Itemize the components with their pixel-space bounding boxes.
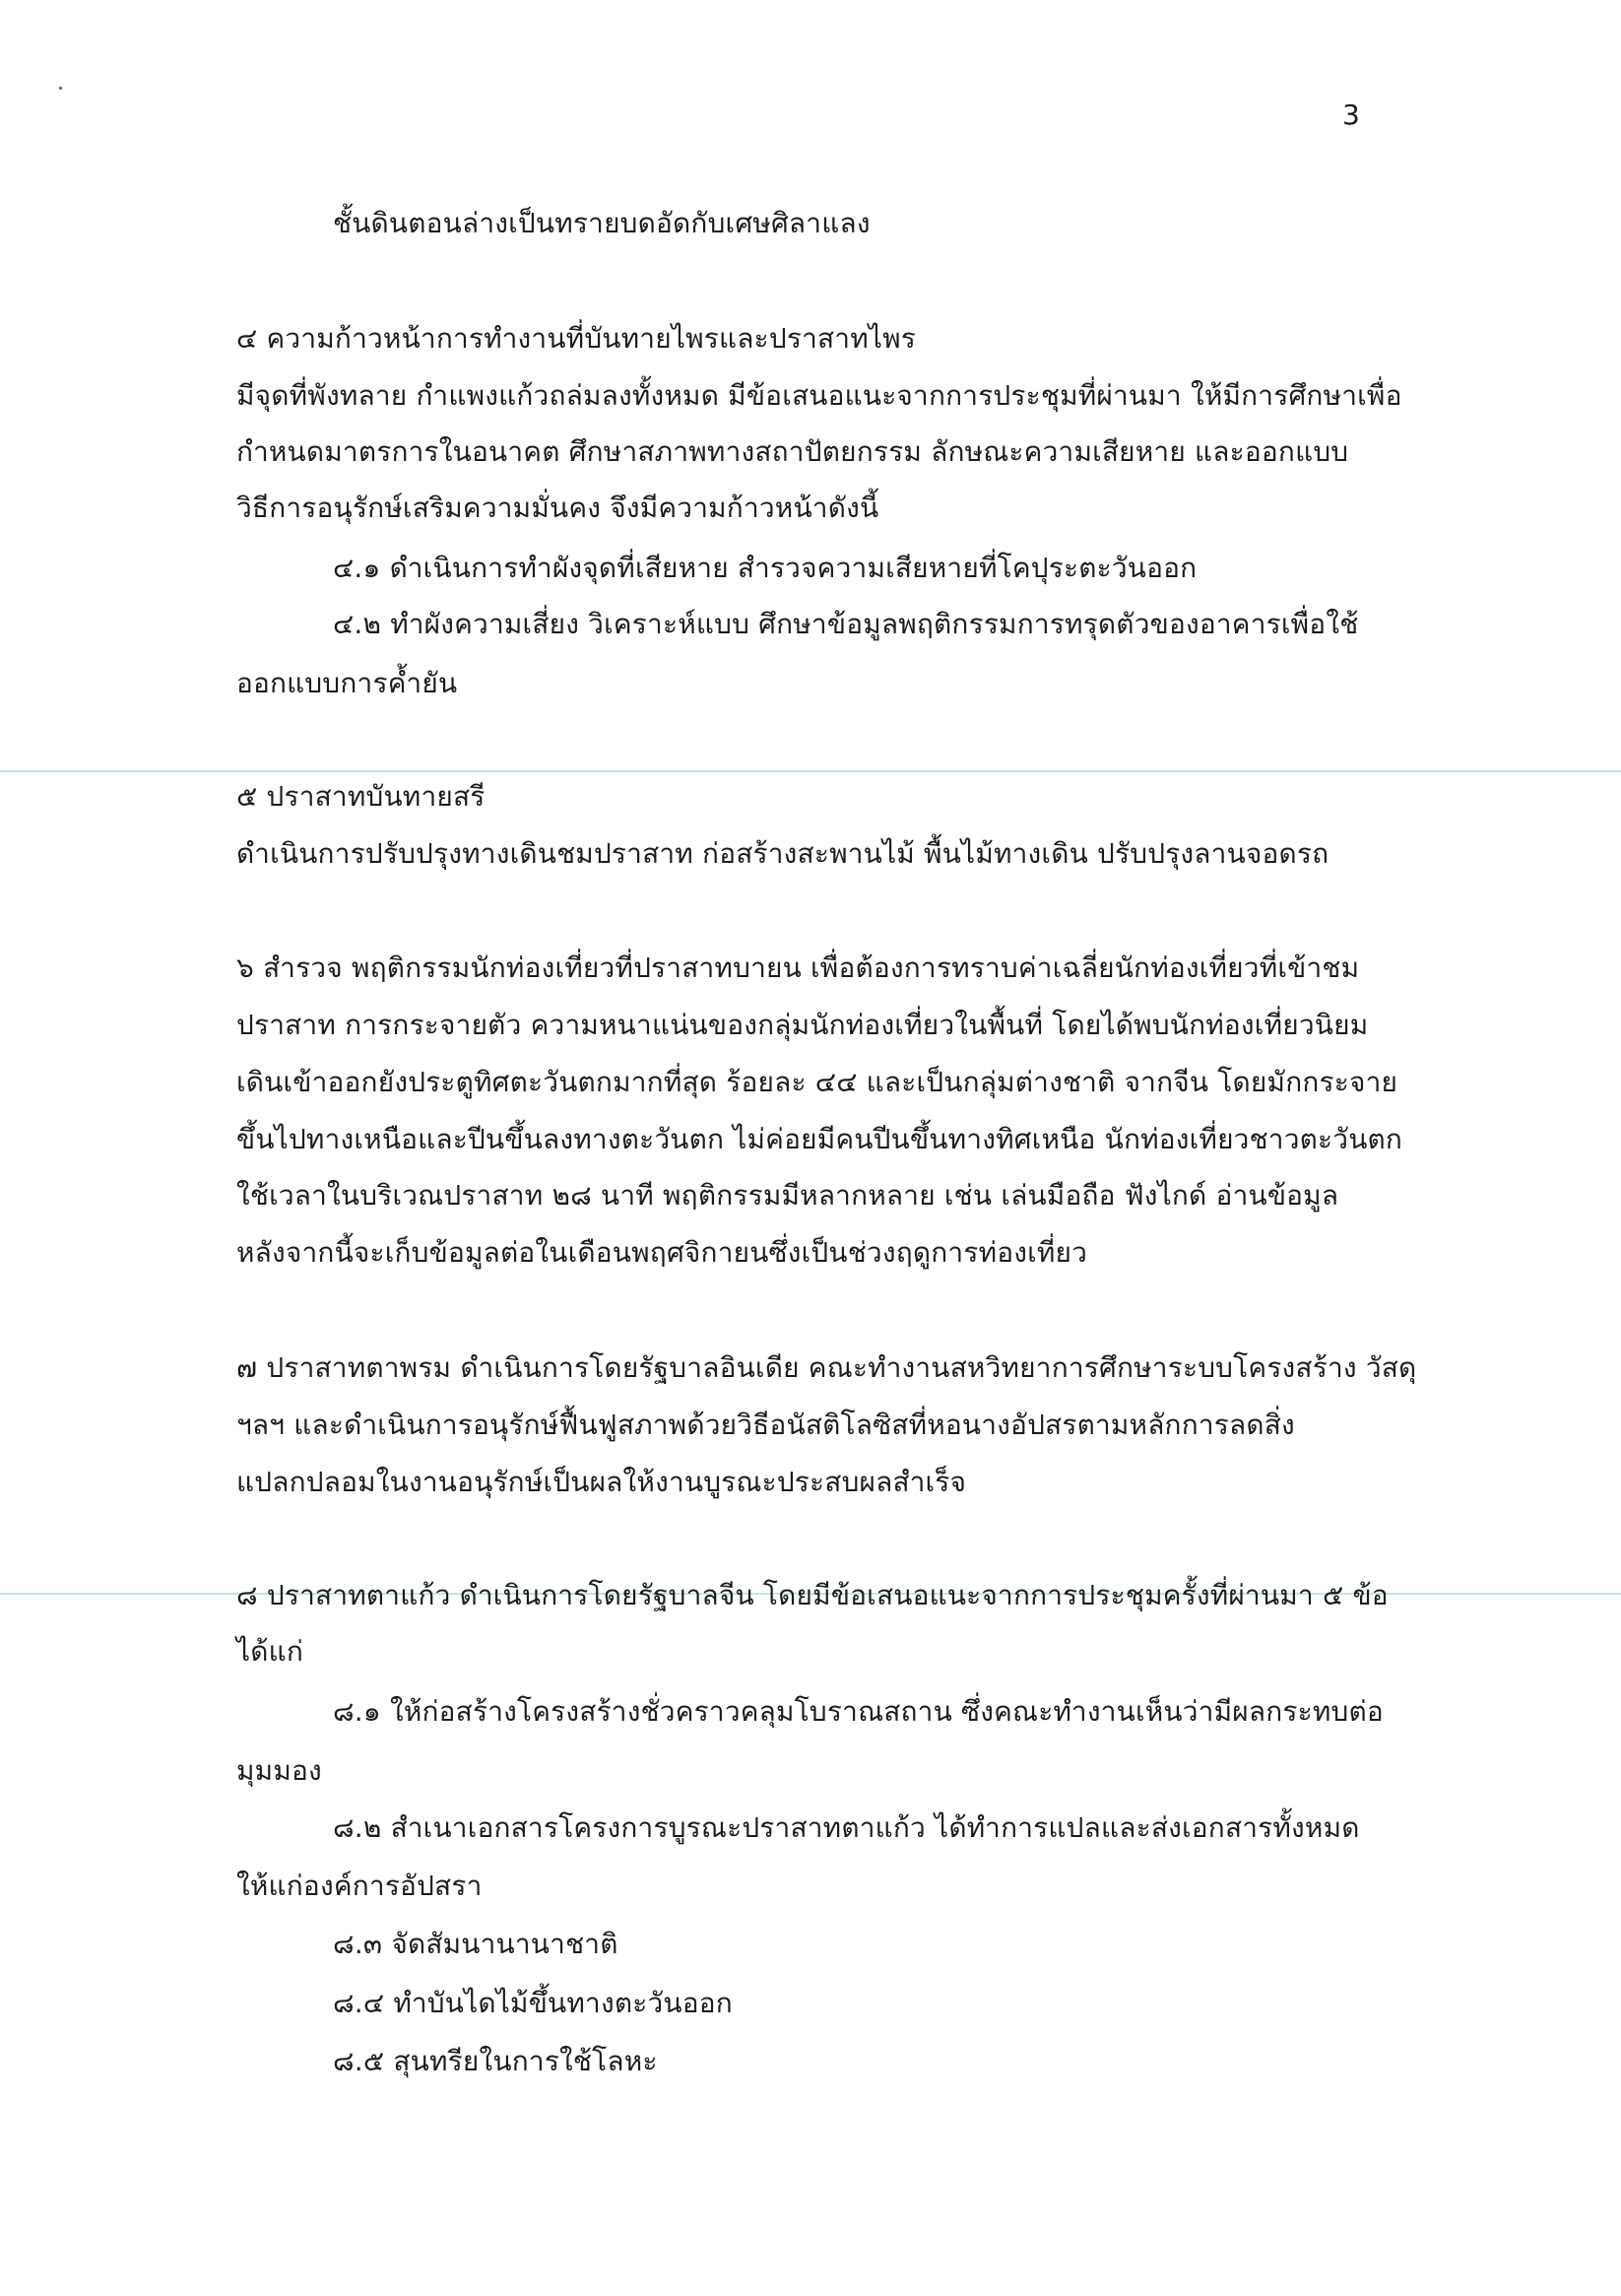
list-item: ๔.๒ ทำผังความเสี่ยง วิเคราะห์แบบ ศึกษาข้อมูลพฤติกรรมการทรุดตัวของอาคารเพื่อใช้ [333,608,1359,640]
scan-speck [59,87,62,90]
scan-line [0,770,1621,772]
list-item: ๔.๑ ดำเนินการทำผังจุดที่เสียหาย สำรวจความเสียหายที่โคปุระตะวันออก [333,552,1198,584]
text-line: ขึ้นไปทางเหนือและปีนขึ้นลงทางตะวันตก ไม่ค่อยมีคนปีนขึ้นทางทิศเหนือ นักท่องเที่ยวชาวตะวันตก [236,1123,1403,1155]
list-item: ๘.๑ ให้ก่อสร้างโครงสร้างชั่วคราวคลุมโบราณสถาน ซึ่งคณะทำงานเห็นว่ามีผลกระทบต่อ [333,1695,1384,1728]
section-heading: ๕ ปราสาทบันทายสรี [236,780,486,813]
text-line: ฯลฯ และดำเนินการอนุรักษ์ฟื้นฟูสภาพด้วยวิธีอนัสติโลซิสที่หอนางอัปสรตามหลักการลดสิ่ง [236,1409,1295,1441]
section-heading: ๖ สำรวจ พฤติกรรมนักท่องเที่ยวที่ปราสาทบายน เพื่อต้องการทราบค่าเฉลี่ยนักท่องเที่ยวที่เข้าชม [236,951,1360,984]
page-number: 3 [1342,98,1360,131]
text-line: ให้แก่องค์การอัปสรา [236,1870,483,1902]
text-line: วิธีการอนุรักษ์เสริมความมั่นคง จึงมีความก้าวหน้าดังนี้ [236,492,879,524]
text-line: เดินเข้าออกยังประตูทิศตะวันตกมากที่สุด ร้อยละ ๔๔ และเป็นกลุ่มต่างชาติ จากจีน โดยมักกระจาย [236,1066,1398,1098]
text-line: แปลกปลอมในงานอนุรักษ์เป็นผลให้งานบูรณะประสบผลสำเร็จ [236,1466,967,1498]
text-line: ชั้นดินตอนล่างเป็นทรายบดอัดกับเศษศิลาแลง [333,207,871,239]
text-line: มีจุดที่พังทลาย กำแพงแก้วถล่มลงทั้งหมด มีข้อเสนอแนะจากการประชุมที่ผ่านมา ให้มีการศึกษาเพื่อ [236,379,1402,412]
text-line: มุมมอง [236,1754,322,1787]
list-item: ๘.๓ จัดสัมนานานาชาติ [333,1928,618,1960]
section-heading: ๘ ปราสาทตาแก้ว ดำเนินการโดยรัฐบาลจีน โดยมีข้อเสนอแนะจากการประชุมครั้งที่ผ่านมา ๕ ข้อ [236,1579,1389,1611]
text-line: ออกแบบการค้ำยัน [236,667,458,699]
text-line: ดำเนินการปรับปรุงทางเดินชมปราสาท ก่อสร้างสะพานไม้ พื้นไม้ทางเดิน ปรับปรุงลานจอดรถ [236,837,1329,870]
section-heading: ๔ ความก้าวหน้าการทำงานที่บันทายไพรและปราสาทไพร [236,322,917,355]
text-line: ใช้เวลาในบริเวณปราสาท ๒๘ นาที พฤติกรรมมีหลากหลาย เช่น เล่นมือถือ ฟังไกด์ อ่านข้อมูล [236,1179,1339,1212]
list-item: ๘.๒ สำเนาเอกสารโครงการบูรณะปราสาทตาแก้ว ได้ทำการแปลและส่งเอกสารทั้งหมด [333,1811,1360,1844]
text-line: กำหนดมาตรการในอนาคต ศึกษาสภาพทางสถาปัตยกรรม ลักษณะความเสียหาย และออกแบบ [236,435,1349,468]
text-line: หลังจากนี้จะเก็บข้อมูลต่อในเดือนพฤศจิกายนซึ่งเป็นช่วงฤดูการท่องเที่ยว [236,1236,1088,1269]
text-line: ปราสาท การกระจายตัว ความหนาแน่นของกลุ่มนักท่องเที่ยวในพื้นที่ โดยได้พบนักท่องเที่ยวนิยม [236,1009,1369,1041]
list-item: ๘.๔ ทำบันไดไม้ขึ้นทางตะวันออก [333,1987,733,2019]
text-line: ได้แก่ [236,1635,304,1668]
section-heading: ๗ ปราสาทตาพรม ดำเนินการโดยรัฐบาลอินเดีย คณะทำงานสหวิทยาการศึกษาระบบโครงสร้าง วัสดุ [236,1351,1417,1384]
list-item: ๘.๕ สุนทรียในการใช้โลหะ [333,2045,658,2077]
